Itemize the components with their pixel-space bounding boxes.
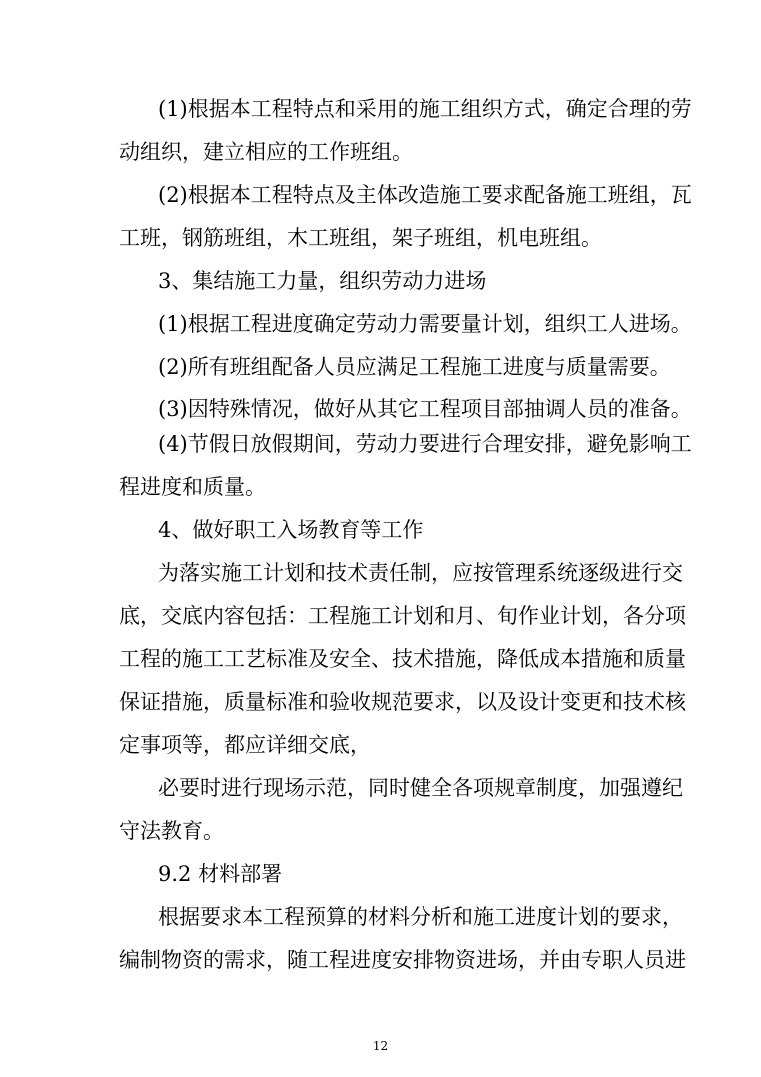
text-line: (4)节假日放假期间，劳动力要进行合理安排，避免影响工 [158,432,692,456]
text-line: (3)因特殊情况，做好从其它工程项目部抽调人员的准备。 [158,397,692,421]
section-heading: 9.2 材料部署 [158,862,283,886]
text-line: 工班，钢筋班组，木工班组，架子班组，机电班组。 [119,226,602,250]
text-line: 守法教育。 [119,819,224,843]
text-line: (2)根据本工程特点及主体改造施工要求配备施工班组，瓦 [158,183,692,207]
text-line: 必要时进行现场示范，同时健全各项规章制度，加强遵纪 [158,776,683,800]
page-number: 12 [372,1039,389,1053]
text-line: 动组织，建立相应的工作班组。 [119,140,413,164]
text-line: 定事项等，都应详细交底， [119,733,371,757]
text-line: 编制物资的需求，随工程进度安排物资进场，并由专职人员进 [119,948,686,972]
text-line: 保证措施，质量标准和验收规范要求，以及设计变更和技术核 [119,690,686,714]
text-line: 程进度和质量。 [119,475,266,499]
section-heading: 3、集结施工力量，组织劳动力进场 [158,269,487,293]
text-line: 工程的施工工艺标准及安全、技术措施，降低成本措施和质量 [119,647,686,671]
text-line: 底，交底内容包括：工程施工计划和月、旬作业计划，各分项 [119,604,686,628]
text-line: 根据要求本工程预算的材料分析和施工进度计划的要求， [158,905,683,929]
text-line: 为落实施工计划和技术责任制，应按管理系统逐级进行交 [158,561,683,585]
text-line: (2)所有班组配备人员应满足工程施工进度与质量需要。 [158,355,671,379]
text-line: (1)根据本工程特点和采用的施工组织方式，确定合理的劳 [158,97,692,121]
text-line: (1)根据工程进度确定劳动力需要量计划，组织工人进场。 [158,312,692,336]
section-heading: 4、做好职工入场教育等工作 [158,518,424,542]
